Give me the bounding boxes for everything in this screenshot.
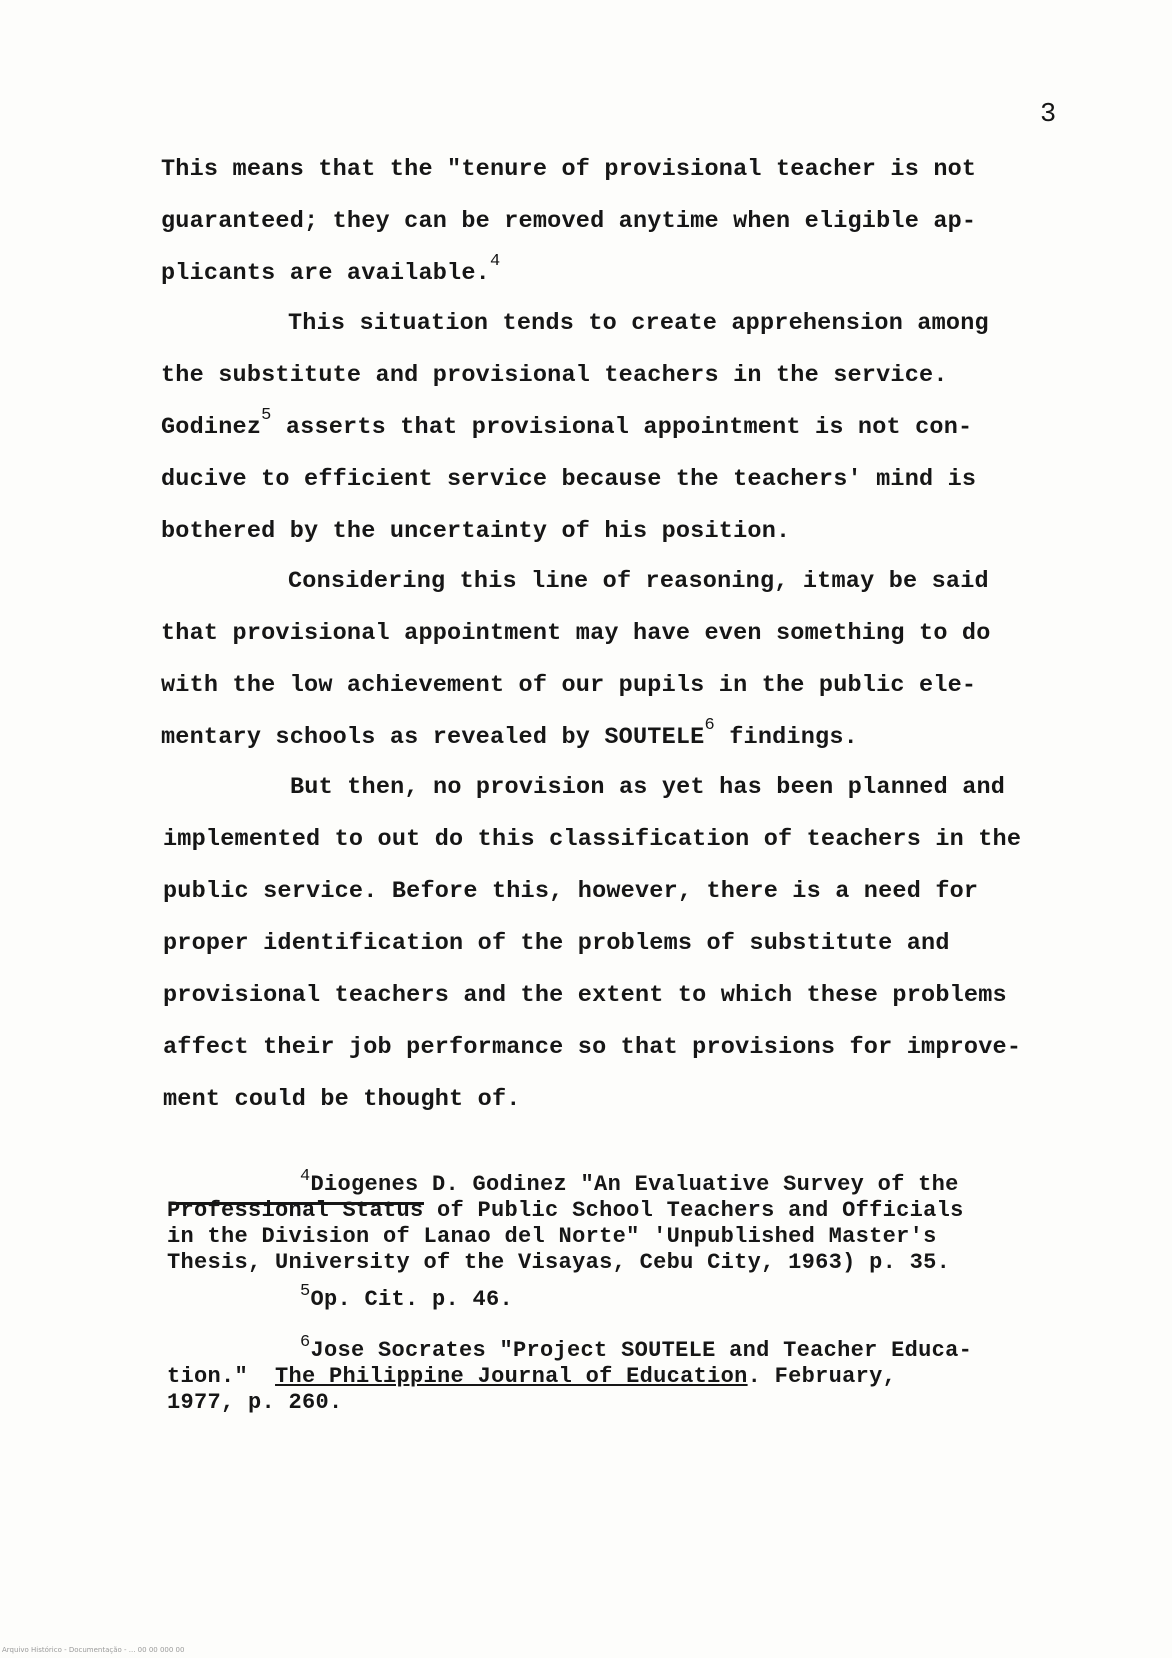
scan-footer-mark: Arquivo Histórico - Documentação - ... 00 00 000 00: [2, 1646, 185, 1654]
body-line: public service. Before this, however, there is a need for: [163, 878, 979, 905]
page-number: 3: [1040, 100, 1057, 130]
footnote-text: tion.": [167, 1364, 276, 1389]
body-line: This situation tends to create apprehension among: [288, 310, 989, 337]
body-line: proper identification of the problems of substitute and: [163, 930, 950, 957]
body-line: that provisional appointment may have even something to do: [161, 620, 991, 647]
body-line: the substitute and provisional teachers in the service.: [161, 362, 948, 389]
footnote-line: in the Division of Lanao del Norte" 'Unpublished Master's: [167, 1224, 937, 1249]
body-line: ducive to efficient service because the teachers' mind is: [161, 466, 977, 493]
body-line: provisional teachers and the extent to which these problems: [163, 982, 1007, 1009]
body-line: But then, no provision as yet has been planned and: [290, 774, 1006, 801]
footnote-ref: 6: [704, 716, 715, 735]
footnote-text: Op. Cit. p. 46.: [310, 1287, 514, 1312]
footnote-marker: 6: [300, 1333, 311, 1352]
footnote-text: Jose Socrates "Project SOUTELE and Teacher Educa-: [310, 1338, 973, 1363]
footnote-line: 1977, p. 260.: [167, 1390, 343, 1415]
footnote-text: . February,: [747, 1364, 897, 1389]
footnote-text: Diogenes D. Godinez "An Evaluative Survey of the: [310, 1172, 959, 1197]
body-line: [161, 406, 973, 444]
footnote-5: [300, 1282, 514, 1315]
footnote-marker: 5: [300, 1282, 311, 1301]
footnote-ref: 5: [261, 406, 272, 425]
body-line: affect their job performance so that provisions for improve-: [163, 1034, 1022, 1061]
footnote-line: [167, 1364, 896, 1390]
body-line: with the low achievement of our pupils in the public ele-: [161, 672, 977, 699]
footnote-ref: 4: [489, 252, 501, 271]
journal-title: The Philippine Journal of Education: [275, 1364, 748, 1389]
body-line: guaranteed; they can be removed anytime when eligible ap-: [161, 208, 977, 235]
footnote-marker: 4: [300, 1167, 311, 1186]
body-text: asserts that provisional appointment is not con-: [271, 414, 973, 441]
body-line: This means that the "tenure of provisional teacher is not: [161, 156, 977, 183]
body-line: [161, 252, 501, 290]
footnote-6: [300, 1333, 973, 1366]
body-text: mentary schools as revealed by SOUTELE: [161, 724, 705, 751]
footnote-line: Thesis, University of the Visayas, Cebu City, 1963) p. 35.: [167, 1250, 951, 1275]
body-line: Considering this line of reasoning, itmay be said: [288, 568, 989, 595]
body-line: implemented to out do this classification of teachers in the: [163, 826, 1022, 853]
body-line: bothered by the uncertainty of his position.: [161, 518, 791, 545]
body-line: ment could be thought of.: [163, 1086, 521, 1113]
body-text: Godinez: [161, 414, 262, 441]
body-line: [161, 716, 858, 754]
body-text: plicants are available.: [161, 260, 490, 287]
body-text: findings.: [714, 724, 858, 751]
footnote-4: [300, 1167, 959, 1200]
footnote-line: Professional Status of Public School Teachers and Officials: [167, 1198, 964, 1223]
